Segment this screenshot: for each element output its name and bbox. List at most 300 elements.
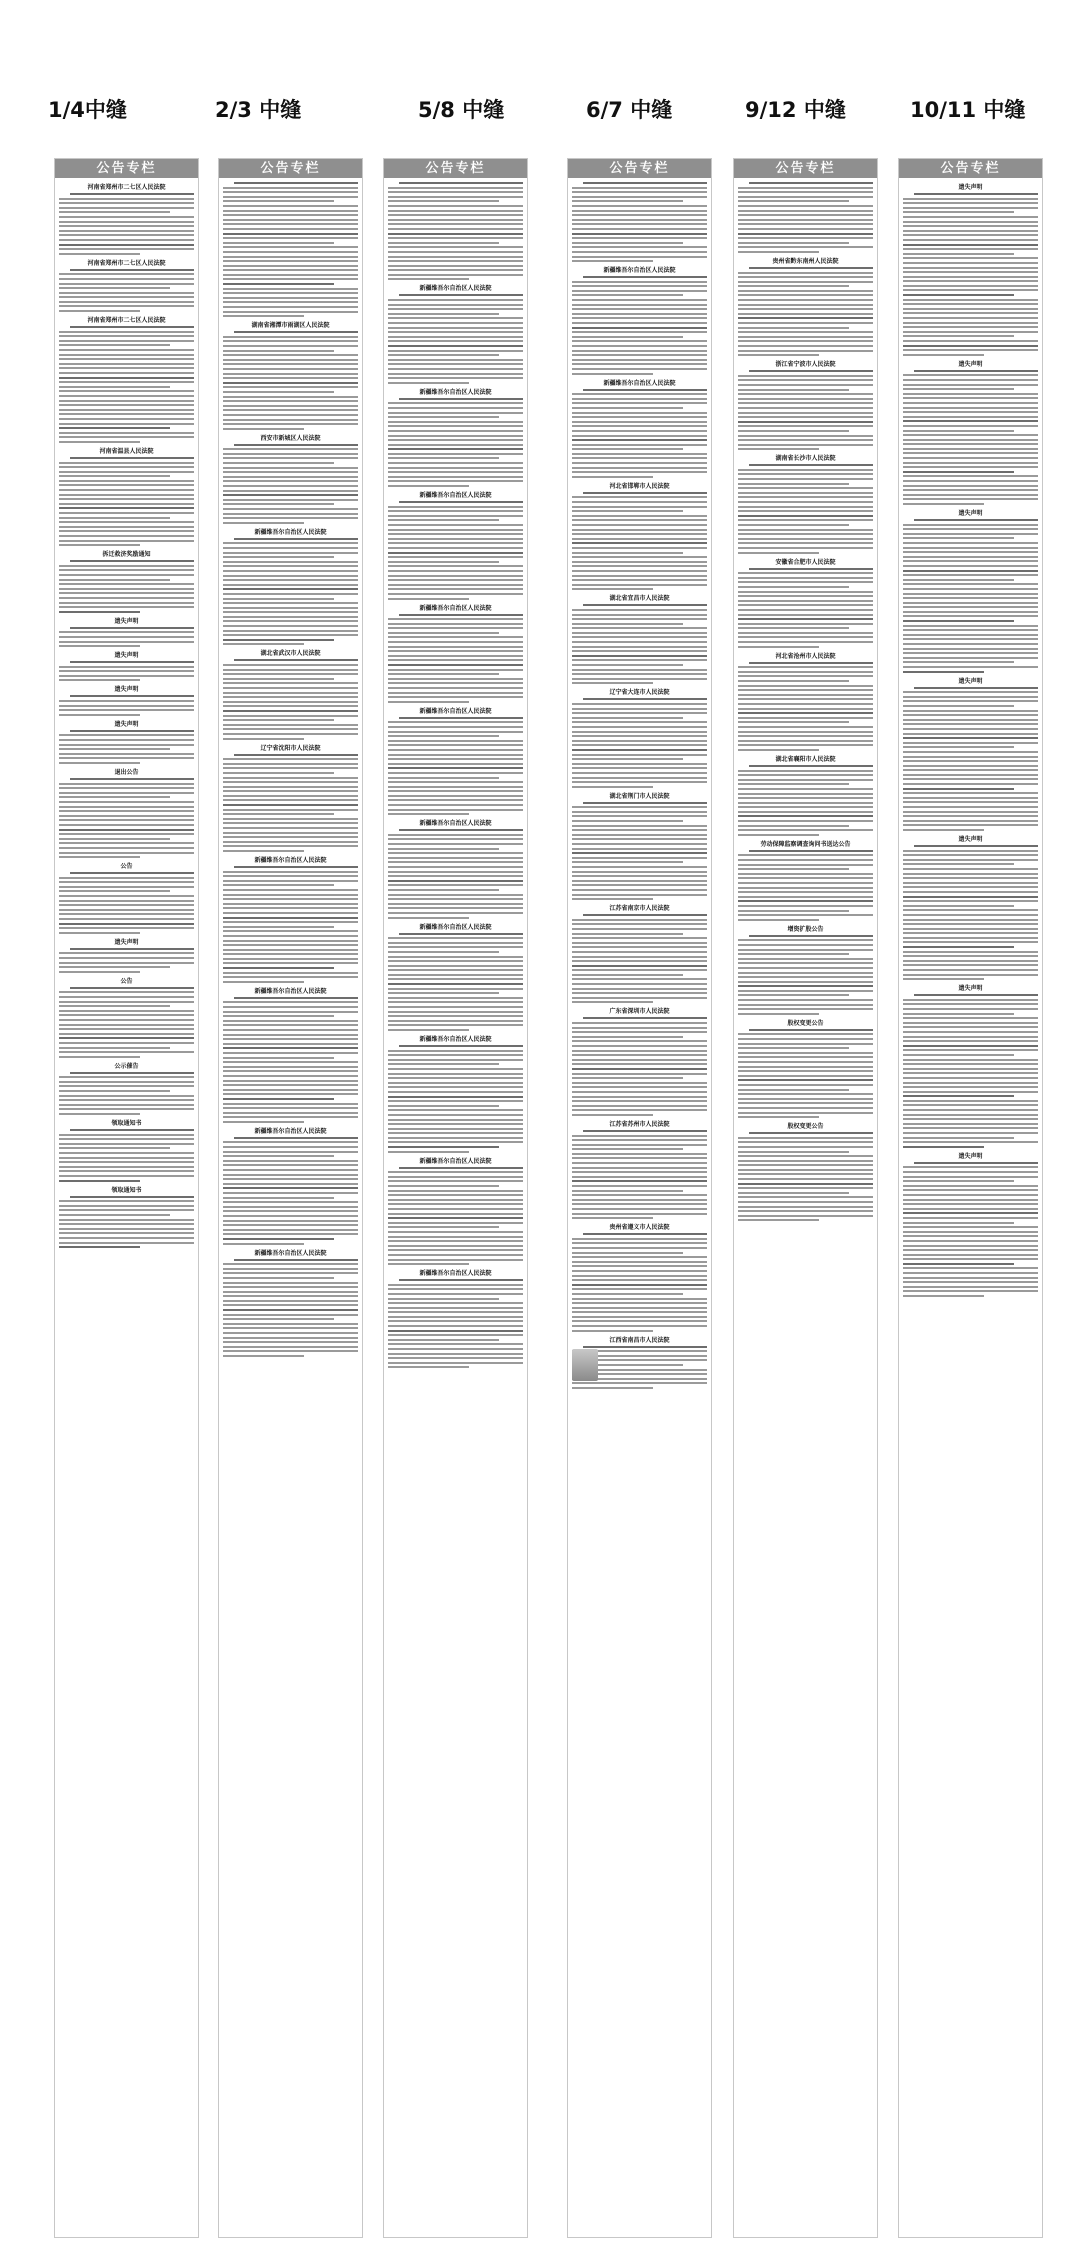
text-line (572, 614, 707, 616)
text-line (738, 515, 873, 517)
text-line (903, 774, 1038, 776)
notice-item (903, 678, 1038, 831)
text-line (572, 1045, 707, 1047)
text-line (572, 852, 707, 854)
text-line (738, 636, 873, 638)
text-line (738, 783, 849, 785)
text-line (738, 834, 819, 836)
notice-body-text (738, 662, 873, 751)
text-line (572, 533, 707, 535)
text-line (903, 620, 1014, 622)
text-line (903, 434, 1038, 436)
text-line (223, 480, 358, 482)
text-line (59, 1042, 194, 1044)
text-line (738, 412, 873, 414)
text-line (738, 939, 873, 941)
notice-title: 股权变更公告 (787, 1123, 824, 1131)
text-line (738, 205, 873, 207)
text-line (738, 744, 873, 746)
text-line (738, 506, 873, 508)
text-line (388, 575, 523, 577)
notice-item (59, 618, 194, 647)
text-line (903, 891, 1038, 893)
text-line (738, 519, 873, 521)
text-line (223, 728, 358, 730)
text-line (738, 473, 873, 475)
text-line (572, 354, 707, 356)
text-line (903, 696, 1038, 698)
text-line (738, 313, 873, 315)
text-line (388, 992, 499, 994)
text-line (388, 1132, 523, 1134)
text-line (223, 1116, 358, 1118)
text-line (903, 611, 1038, 613)
text-line (572, 561, 707, 563)
text-line (572, 501, 707, 503)
text-line (903, 886, 1038, 888)
text-line (738, 1033, 873, 1035)
notice-body-text (59, 627, 194, 647)
notice-item (572, 182, 707, 262)
notice-item (59, 863, 194, 934)
text-line (223, 228, 358, 230)
text-line (59, 579, 170, 581)
text-line (388, 542, 523, 544)
text-line (572, 1068, 707, 1070)
text-line (738, 793, 873, 795)
text-line (903, 393, 1038, 395)
notice-body-text (59, 457, 194, 546)
text-line (903, 1272, 1038, 1274)
notice-body-text (223, 1137, 358, 1245)
text-line (572, 843, 707, 845)
notice-title: 湖北省宜昌市人民法院 (609, 595, 670, 603)
notice-body-text (572, 276, 707, 374)
text-line (738, 712, 873, 714)
text-line (572, 219, 707, 221)
notice-item (388, 1036, 523, 1153)
text-line (70, 1129, 194, 1131)
text-line (223, 1314, 358, 1316)
text-line (223, 419, 358, 421)
text-line (59, 1232, 194, 1234)
text-line (738, 510, 873, 512)
text-line (59, 966, 170, 968)
text-line (903, 868, 1038, 870)
text-line (223, 1327, 358, 1329)
text-line (388, 407, 523, 409)
text-line (572, 937, 707, 939)
text-line (572, 983, 707, 985)
text-line (223, 949, 358, 951)
notice-body-text (903, 519, 1038, 673)
text-line (388, 480, 523, 482)
text-line (59, 1001, 194, 1003)
text-line (903, 537, 1014, 539)
text-line (903, 221, 1038, 223)
text-line (903, 262, 1038, 264)
notice-body-text (223, 754, 358, 852)
text-line (234, 1137, 358, 1139)
text-line (572, 552, 683, 554)
text-line (223, 738, 304, 740)
text-line (388, 345, 523, 347)
text-line (738, 581, 873, 583)
text-line (223, 1038, 358, 1040)
text-line (388, 265, 523, 267)
text-line (59, 918, 194, 920)
text-line (738, 731, 873, 733)
text-line (738, 1215, 873, 1217)
text-line (223, 246, 358, 248)
text-line (234, 331, 358, 333)
text-line (388, 598, 469, 600)
text-line (738, 322, 873, 324)
text-line (738, 1173, 873, 1175)
text-line (572, 1270, 707, 1272)
text-line (234, 754, 358, 756)
text-line (738, 1146, 873, 1148)
notice-title: 江西省南昌市人民法院 (609, 1336, 670, 1344)
text-line (223, 907, 358, 909)
text-line (223, 386, 358, 388)
text-line (738, 864, 873, 866)
text-line (572, 363, 707, 365)
text-line (738, 990, 873, 992)
text-line (903, 742, 1038, 744)
text-line (738, 200, 849, 202)
text-line (903, 416, 1038, 418)
text-line (903, 457, 1038, 459)
text-line (738, 949, 873, 951)
text-line (903, 657, 1038, 659)
text-line (738, 233, 873, 235)
text-line (223, 845, 358, 847)
text-line (903, 923, 1038, 925)
notice-body-text (388, 829, 523, 918)
text-line (572, 1208, 707, 1210)
text-line (223, 1103, 358, 1105)
text-line (572, 951, 707, 953)
text-line (59, 957, 194, 959)
text-line (223, 953, 358, 955)
text-line (572, 754, 707, 756)
text-line (59, 305, 194, 307)
notice-body-text (59, 872, 194, 934)
text-line (572, 200, 683, 202)
text-line (223, 336, 358, 338)
notice-title: 湖南省湘潭市雨湖区人民法院 (251, 322, 330, 330)
text-line (903, 1290, 1038, 1292)
text-line (223, 871, 358, 873)
text-line (738, 689, 873, 691)
text-line (399, 398, 523, 400)
text-line (59, 1166, 194, 1168)
notice-item (388, 285, 523, 383)
text-line (572, 861, 683, 863)
text-line (738, 542, 873, 544)
text-line (223, 903, 358, 905)
text-line (388, 444, 523, 446)
text-line (903, 560, 1038, 562)
notice-title: 新疆维吾尔自治区人民法院 (419, 285, 492, 293)
text-line (59, 645, 140, 647)
text-line (59, 1205, 194, 1207)
text-line (903, 1082, 1038, 1084)
notice-item (388, 1270, 523, 1368)
text-line (388, 969, 523, 971)
notice-body-text (388, 182, 523, 280)
notice-body-text (223, 659, 358, 739)
text-line (572, 453, 707, 455)
text-line (388, 304, 523, 306)
text-line (738, 1107, 873, 1109)
text-line (388, 772, 523, 774)
notice-body-text (738, 1132, 873, 1221)
text-line (903, 1240, 1038, 1242)
text-line (572, 246, 707, 248)
text-line (738, 1169, 873, 1171)
notice-body-text (59, 730, 194, 764)
notice-item (223, 988, 358, 1123)
text-line (59, 886, 194, 888)
text-line (572, 529, 707, 531)
text-line (903, 1267, 1038, 1269)
text-line (903, 937, 1038, 939)
text-line (388, 565, 523, 567)
text-line (223, 687, 358, 689)
text-line (59, 386, 170, 388)
text-line (572, 260, 653, 262)
text-line (223, 556, 334, 558)
text-line (59, 991, 194, 993)
text-line (738, 547, 873, 549)
text-line (223, 701, 358, 703)
notice-item (59, 686, 194, 715)
text-line (749, 267, 873, 269)
text-line (572, 673, 707, 675)
notice-title: 新疆维吾尔自治区人民法院 (603, 379, 676, 387)
text-line (223, 219, 358, 221)
text-line (223, 391, 334, 393)
text-line (388, 1020, 523, 1022)
text-line (738, 246, 873, 248)
text-line (388, 848, 499, 850)
text-line (223, 242, 334, 244)
notice-body-text (572, 1233, 707, 1331)
notice-item (59, 184, 194, 255)
text-line (903, 1049, 1038, 1051)
text-line (223, 1282, 358, 1284)
text-line (738, 985, 873, 987)
text-line (388, 308, 523, 310)
text-line (903, 900, 1038, 902)
text-line (388, 1353, 523, 1355)
text-line (223, 1318, 334, 1320)
text-line (388, 1199, 523, 1201)
text-line (223, 278, 358, 280)
text-line (903, 964, 1038, 966)
text-line (572, 678, 707, 680)
text-line (223, 476, 358, 478)
text-line (572, 641, 707, 643)
text-line (223, 288, 358, 290)
text-line (572, 1031, 707, 1033)
text-line (572, 781, 707, 783)
text-line (223, 875, 358, 877)
text-line (572, 196, 707, 198)
text-line (572, 898, 653, 900)
text-line (223, 1210, 358, 1212)
notice-item (59, 317, 194, 443)
notice-item (388, 605, 523, 703)
text-line (572, 457, 707, 459)
text-line (223, 1291, 358, 1293)
notice-item (388, 820, 523, 918)
notice-item (388, 492, 523, 599)
text-line (59, 494, 194, 496)
text-line (738, 1151, 849, 1153)
text-line (903, 397, 1038, 399)
text-line (572, 848, 707, 850)
text-line (572, 721, 707, 723)
text-line (223, 1300, 358, 1302)
text-line (388, 627, 523, 629)
text-line (903, 1166, 1038, 1168)
text-line (223, 187, 358, 189)
text-line (223, 1183, 358, 1185)
text-line (70, 193, 194, 195)
text-line (738, 187, 873, 189)
text-line (223, 542, 358, 544)
text-line (399, 1167, 523, 1169)
text-line (572, 1261, 707, 1263)
text-line (903, 710, 1038, 712)
text-line (59, 1170, 194, 1172)
text-line (388, 269, 523, 271)
text-line (388, 547, 523, 549)
notice-title: 河北省沧州市人民法院 (775, 652, 836, 660)
text-line (59, 498, 194, 500)
text-line (59, 670, 194, 672)
text-line (738, 1089, 849, 1091)
text-line (223, 1187, 358, 1189)
text-line (70, 560, 194, 562)
text-line (223, 1029, 358, 1031)
text-line (903, 1127, 1038, 1129)
text-line (738, 572, 873, 574)
text-line (738, 820, 873, 822)
text-line (59, 1056, 140, 1058)
notice-item (59, 721, 194, 764)
text-line (903, 671, 984, 673)
text-line (59, 971, 140, 973)
text-line (388, 1086, 523, 1088)
text-line (903, 198, 1038, 200)
notice-title: 拆迁救济奖励通知 (102, 551, 151, 559)
text-line (583, 914, 707, 916)
text-line (572, 448, 683, 450)
text-line (223, 669, 358, 671)
text-line (223, 396, 358, 398)
text-line (59, 512, 194, 514)
text-line (59, 413, 194, 415)
text-line (388, 327, 523, 329)
text-line (738, 999, 873, 1001)
text-line (223, 1155, 334, 1157)
text-line (223, 926, 334, 928)
notice-title: 河北省邯郸市人民法院 (609, 482, 670, 490)
text-line (223, 251, 358, 253)
text-line (59, 198, 194, 200)
text-line (388, 191, 523, 193)
text-line (903, 1022, 1038, 1024)
text-line (572, 1153, 707, 1155)
text-line (59, 1051, 194, 1053)
text-line (903, 1222, 1014, 1224)
text-line (388, 579, 523, 581)
text-line (572, 806, 707, 808)
notice-column (898, 158, 1043, 2238)
notice-title: 辽宁省沈阳市人民法院 (260, 744, 321, 752)
text-line (738, 749, 819, 751)
text-line (738, 811, 873, 813)
column-header: 公告专栏 (568, 159, 711, 178)
text-line (572, 416, 707, 418)
text-line (59, 230, 194, 232)
text-line (223, 485, 358, 487)
text-line (59, 923, 194, 925)
text-line (738, 444, 873, 446)
text-line (223, 575, 358, 577)
fold-label: 9/12 中缝 (745, 98, 846, 122)
text-line (59, 1228, 194, 1230)
text-line (59, 331, 194, 333)
text-line (388, 237, 523, 239)
text-line (223, 799, 358, 801)
text-line (903, 905, 1014, 907)
notice-body-text (223, 866, 358, 983)
text-line (388, 471, 523, 473)
text-line (59, 475, 170, 477)
text-line (572, 412, 707, 414)
text-line (738, 591, 873, 593)
text-line (223, 1052, 358, 1054)
notice-item (738, 926, 873, 1015)
text-line (572, 308, 707, 310)
text-line (903, 524, 1038, 526)
text-line (738, 1008, 873, 1010)
notice-title: 新疆维吾尔自治区人民法院 (419, 1157, 492, 1165)
text-line (388, 538, 523, 540)
text-line (388, 1137, 523, 1139)
text-line (223, 359, 358, 361)
text-line (903, 733, 1038, 735)
notice-body-text (738, 267, 873, 356)
text-line (738, 1056, 873, 1058)
text-line (572, 1284, 707, 1286)
notice-title: 新疆维吾尔自治区人民法院 (254, 1127, 327, 1135)
text-line (59, 1113, 140, 1115)
text-line (572, 1217, 653, 1219)
text-line (903, 1189, 1038, 1191)
text-line (388, 1109, 523, 1111)
notice-item (388, 708, 523, 815)
text-line (572, 228, 707, 230)
text-line (388, 1254, 523, 1256)
notice-body-text (388, 614, 523, 703)
text-line (738, 788, 873, 790)
